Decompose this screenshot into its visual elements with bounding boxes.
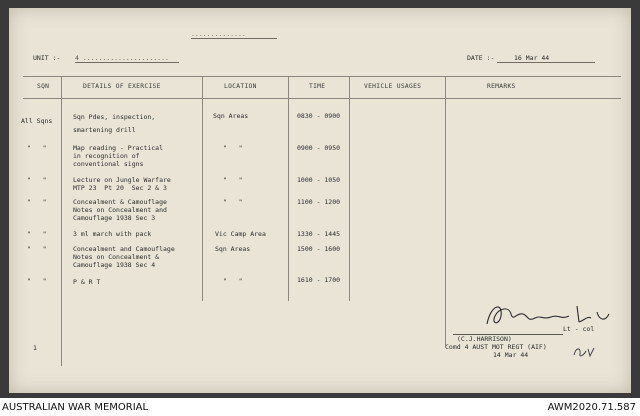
table-row-details: Sqn Pdes, inspection, smartening drill	[73, 113, 156, 134]
column-divider	[288, 76, 289, 301]
column-header-location: LOCATION	[224, 83, 257, 90]
column-header-time: TIME	[309, 83, 326, 90]
table-row-details: 3 ml march with pack	[73, 230, 152, 238]
column-divider	[445, 76, 446, 346]
table-row-location: " "	[223, 144, 243, 152]
archive-footer	[0, 399, 640, 416]
table-row-location: Sqn Areas	[215, 245, 251, 253]
signoff-name: (C.J.HARRISON)	[457, 335, 512, 343]
unit-value: 4 ......................	[75, 54, 169, 62]
table-row-location: " "	[223, 277, 243, 285]
handwritten-signature	[481, 294, 621, 334]
table-row-time: 1100 - 1200	[297, 198, 341, 206]
table-row-time: 1000 - 1050	[297, 176, 341, 184]
column-divider	[61, 76, 62, 366]
table-row-time: 1500 - 1600	[297, 245, 341, 253]
table-row-sqn: All Sqns	[21, 117, 53, 125]
date-value: 16 Mar 44	[514, 54, 550, 62]
header-top-rule	[23, 76, 621, 77]
table-row-sqn: " "	[27, 245, 47, 253]
date-underline	[497, 62, 595, 63]
table-row-details: Lecture on Jungle Warfare MTP 23 Pt 20 Sec 2 & 3	[73, 176, 171, 192]
footer-accession-number: AWM2020.71.587	[547, 402, 636, 413]
table-row-sqn: " "	[27, 230, 47, 238]
document-page	[9, 8, 631, 393]
table-row-time: 1330 - 1445	[297, 230, 341, 238]
table-row-details: Concealment and Camouflage Notes on Concealment & Camouflage 1938 Sec 4	[73, 245, 175, 269]
title-underline	[191, 38, 277, 39]
header-bottom-rule	[23, 98, 621, 99]
table-row-sqn: " "	[27, 277, 47, 285]
table-row-time: 1610 - 1700	[297, 276, 341, 284]
column-header-remarks: REMARKS	[487, 83, 516, 90]
handwritten-initials	[572, 345, 596, 359]
table-row-time: 0830 - 0900	[297, 112, 341, 120]
column-header-details: DETAILS OF EXERCISE	[83, 83, 161, 90]
column-divider	[202, 76, 203, 301]
table-row-details: Map reading - Practical in recognition of conventional signs	[73, 144, 164, 168]
table-row-sqn: " "	[27, 176, 47, 184]
table-row-sqn: " "	[27, 198, 47, 206]
margin-mark: 1	[33, 344, 37, 352]
table-row-sqn: " "	[27, 144, 47, 152]
date-label: DATE :-	[467, 54, 495, 62]
unit-underline	[75, 62, 179, 63]
table-row-details: Concealment & Camouflage Notes on Concealment and Camouflage 1938 Sec 3	[73, 198, 167, 222]
column-header-sqn: SQN	[37, 83, 50, 90]
table-row-location: " "	[223, 176, 243, 184]
table-row-location: " "	[223, 198, 243, 206]
column-divider	[349, 76, 350, 301]
title-strip: ..............	[191, 30, 246, 38]
table-row-time: 0900 - 0950	[297, 144, 341, 152]
signoff-unit: Comd 4 AUST MOT REGT (AIF)	[445, 343, 547, 351]
column-header-vehicle-usages: VEHICLE USAGES	[364, 83, 422, 90]
table-row-location: Sqn Areas	[213, 112, 249, 120]
table-row-details: P & R T	[73, 278, 101, 286]
footer-institution: AUSTRALIAN WAR MEMORIAL	[2, 402, 149, 413]
unit-label: UNIT :-	[33, 54, 61, 62]
signoff-date: 14 Mar 44	[493, 351, 529, 359]
table-row-location: Vic Camp Area	[215, 230, 266, 238]
signoff-rank: Lt - col	[563, 325, 595, 333]
